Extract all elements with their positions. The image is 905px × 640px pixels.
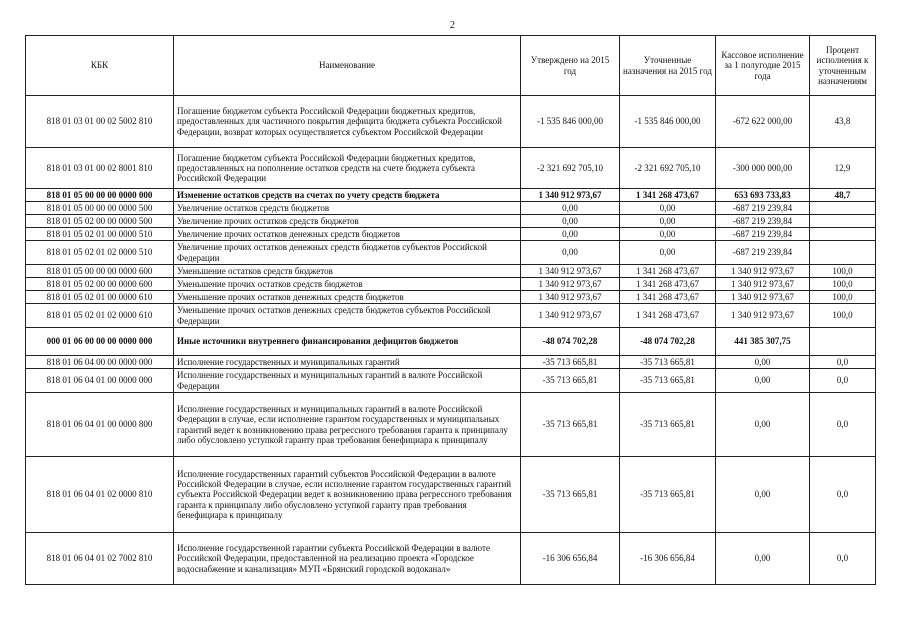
cell-approved: -16 306 656,84 (521, 533, 620, 585)
table-row (26, 228, 876, 241)
cell-refined: 1 341 268 473,67 (620, 291, 716, 304)
cell-refined: 1 341 268 473,67 (620, 265, 716, 278)
cell-percent (810, 228, 876, 241)
table-row (26, 278, 876, 291)
cell-kbk: 818 01 05 02 01 02 0000 610 (26, 304, 174, 328)
cell-kbk: 818 01 06 04 01 00 0000 000 (26, 369, 174, 393)
cell-name: Увеличение прочих остатков денежных средств бюджетов субъектов Российской Федерации (174, 241, 521, 265)
cell-kbk: 818 01 03 01 00 02 8001 810 (26, 148, 174, 189)
header-cash-execution: Кассовое исполнение за 1 полугодие 2015 года (716, 36, 810, 96)
cell-approved: -35 713 665,81 (521, 369, 620, 393)
cell-refined: -35 713 665,81 (620, 369, 716, 393)
cell-refined: 0,00 (620, 228, 716, 241)
cell-cash-execution: -300 000 000,00 (716, 148, 810, 189)
cell-name: Уменьшение прочих остатков средств бюджетов (174, 278, 521, 291)
table-header-row (26, 36, 876, 96)
cell-cash-execution: -672 622 000,00 (716, 96, 810, 148)
cell-cash-execution: 0,00 (716, 533, 810, 585)
cell-cash-execution: -687 219 239,84 (716, 215, 810, 228)
cell-percent: 43,8 (810, 96, 876, 148)
cell-percent (810, 215, 876, 228)
table-row (26, 304, 876, 328)
table-row (26, 189, 876, 202)
cell-cash-execution: -687 219 239,84 (716, 228, 810, 241)
cell-refined: -35 713 665,81 (620, 393, 716, 457)
table-row (26, 202, 876, 215)
page-number: 2 (450, 20, 455, 31)
cell-kbk: 818 01 06 04 01 02 7002 810 (26, 533, 174, 585)
cell-percent: 100,0 (810, 265, 876, 278)
table-row (26, 356, 876, 369)
cell-cash-execution: 0,00 (716, 369, 810, 393)
cell-refined: 1 341 268 473,67 (620, 304, 716, 328)
cell-cash-execution: 0,00 (716, 356, 810, 369)
cell-name: Увеличение прочих остатков денежных средств бюджетов (174, 228, 521, 241)
cell-name: Увеличение остатков средств бюджетов (174, 202, 521, 215)
cell-percent: 0,0 (810, 457, 876, 533)
cell-refined: -35 713 665,81 (620, 457, 716, 533)
cell-percent: 48,7 (810, 189, 876, 202)
cell-kbk: 818 01 05 00 00 00 0000 500 (26, 202, 174, 215)
table-row (26, 457, 876, 533)
cell-approved: 0,00 (521, 215, 620, 228)
cell-refined: 1 341 268 473,67 (620, 189, 716, 202)
cell-approved: -1 535 846 000,00 (521, 96, 620, 148)
cell-name: Увеличение прочих остатков средств бюджетов (174, 215, 521, 228)
cell-kbk: 818 01 06 04 00 00 0000 000 (26, 356, 174, 369)
cell-name: Уменьшение прочих остатков денежных средств бюджетов (174, 291, 521, 304)
cell-cash-execution: 0,00 (716, 393, 810, 457)
cell-name: Уменьшение остатков средств бюджетов (174, 265, 521, 278)
cell-percent: 100,0 (810, 278, 876, 291)
cell-percent (810, 328, 876, 356)
cell-approved: -2 321 692 705,10 (521, 148, 620, 189)
cell-approved: -48 074 702,28 (521, 328, 620, 356)
cell-kbk: 818 01 05 02 01 00 0000 610 (26, 291, 174, 304)
cell-percent: 12,9 (810, 148, 876, 189)
cell-approved: 1 340 912 973,67 (521, 189, 620, 202)
cell-cash-execution: 1 340 912 973,67 (716, 278, 810, 291)
table-row (26, 148, 876, 189)
cell-kbk: 818 01 03 01 00 02 5002 810 (26, 96, 174, 148)
cell-cash-execution: -687 219 239,84 (716, 241, 810, 265)
cell-name: Исполнение государственных и муниципальных гарантий (174, 356, 521, 369)
cell-approved: 0,00 (521, 241, 620, 265)
cell-refined: 0,00 (620, 241, 716, 265)
table-row (26, 215, 876, 228)
cell-cash-execution: 0,00 (716, 457, 810, 533)
header-name: Наименование (174, 36, 521, 96)
cell-cash-execution: 1 340 912 973,67 (716, 265, 810, 278)
cell-approved: -35 713 665,81 (521, 356, 620, 369)
cell-approved: -35 713 665,81 (521, 457, 620, 533)
cell-refined: -2 321 692 705,10 (620, 148, 716, 189)
cell-percent: 0,0 (810, 356, 876, 369)
cell-percent: 0,0 (810, 533, 876, 585)
header-percent: Процент исполнения к уточненным назначениям (810, 36, 876, 96)
table-row (26, 265, 876, 278)
cell-kbk: 818 01 05 02 00 00 0000 600 (26, 278, 174, 291)
cell-name: Уменьшение прочих остатков денежных средств бюджетов субъектов Российской Федерации (174, 304, 521, 328)
table-row (26, 328, 876, 356)
cell-approved: 1 340 912 973,67 (521, 278, 620, 291)
cell-name: Исполнение государственной гарантии субъекта Российской Федерации в валюте Российской Федерации, предоставленной на реализацию проекта «Городское водоснабжение и канализация» МУП «Брянский городской водоканал» (174, 533, 521, 585)
cell-approved: -35 713 665,81 (521, 393, 620, 457)
table-row (26, 393, 876, 457)
cell-cash-execution: 1 340 912 973,67 (716, 291, 810, 304)
cell-kbk: 818 01 05 02 00 00 0000 500 (26, 215, 174, 228)
cell-refined: -1 535 846 000,00 (620, 96, 716, 148)
cell-refined: 0,00 (620, 202, 716, 215)
cell-approved: 0,00 (521, 228, 620, 241)
cell-kbk: 818 01 05 00 00 00 0000 000 (26, 189, 174, 202)
header-kbk: КБК (26, 36, 174, 96)
cell-approved: 1 340 912 973,67 (521, 304, 620, 328)
table-row (26, 96, 876, 148)
header-refined: Уточненные назначения на 2015 год (620, 36, 716, 96)
cell-cash-execution: 1 340 912 973,67 (716, 304, 810, 328)
cell-approved: 1 340 912 973,67 (521, 291, 620, 304)
cell-refined: -16 306 656,84 (620, 533, 716, 585)
cell-kbk: 818 01 05 02 01 02 0000 510 (26, 241, 174, 265)
cell-percent: 100,0 (810, 304, 876, 328)
cell-name: Иные источники внутреннего финансирования дефицитов бюджетов (174, 328, 521, 356)
cell-refined: -35 713 665,81 (620, 356, 716, 369)
cell-name: Исполнение государственных гарантий субъектов Российской Федерации в валюте Российской Федерации в случае, если исполнение гарантом государственных гарантий субъекта Российской Федерации ведет к возникновению права регрессного требования гаранта к принципалу либо обусловлено уступкой гаранту прав требования бенефициара к принципалу (174, 457, 521, 533)
cell-refined: 0,00 (620, 215, 716, 228)
cell-percent (810, 241, 876, 265)
table-row (26, 291, 876, 304)
cell-percent: 0,0 (810, 369, 876, 393)
cell-name: Погашение бюджетом субъекта Российской Федерации бюджетных кредитов, предоставленных на пополнение остатков средств на счете бюджета субъекта Российской Федерации (174, 148, 521, 189)
cell-kbk: 818 01 06 04 01 02 0000 810 (26, 457, 174, 533)
cell-refined: -48 074 702,28 (620, 328, 716, 356)
cell-kbk: 818 01 05 00 00 00 0000 600 (26, 265, 174, 278)
cell-refined: 1 341 268 473,67 (620, 278, 716, 291)
cell-kbk: 818 01 05 02 01 00 0000 510 (26, 228, 174, 241)
cell-name: Изменение остатков средств на счетах по учету средств бюджета (174, 189, 521, 202)
cell-percent: 100,0 (810, 291, 876, 304)
table-row (26, 369, 876, 393)
cell-cash-execution: 441 385 307,75 (716, 328, 810, 356)
cell-kbk: 000 01 06 00 00 00 0000 000 (26, 328, 174, 356)
cell-kbk: 818 01 06 04 01 00 0000 800 (26, 393, 174, 457)
cell-cash-execution: -687 219 239,84 (716, 202, 810, 215)
cell-approved: 0,00 (521, 202, 620, 215)
cell-name: Исполнение государственных и муниципальных гарантий в валюте Российской Федерации в случае, если исполнение гарантом государственных и муниципальных гарантий ведет к возникновению права регрессного требования гаранта к принципалу либо обусловлено уступкой гаранту прав требования бенефициара к принципалу (174, 393, 521, 457)
cell-percent: 0,0 (810, 393, 876, 457)
cell-approved: 1 340 912 973,67 (521, 265, 620, 278)
header-approved: Утверждено на 2015 год (521, 36, 620, 96)
cell-name: Исполнение государственных и муниципальных гарантий в валюте Российской Федерации (174, 369, 521, 393)
cell-percent (810, 202, 876, 215)
cell-name: Погашение бюджетом субъекта Российской Федерации бюджетных кредитов, предоставленных для частичного покрытия дефицита бюджета субъекта Российской Федерации, возврат которых осуществляется субъектом Российской Федерации (174, 96, 521, 148)
budget-sources-table (25, 35, 876, 585)
table-row (26, 241, 876, 265)
table-row (26, 533, 876, 585)
cell-cash-execution: 653 693 733,83 (716, 189, 810, 202)
